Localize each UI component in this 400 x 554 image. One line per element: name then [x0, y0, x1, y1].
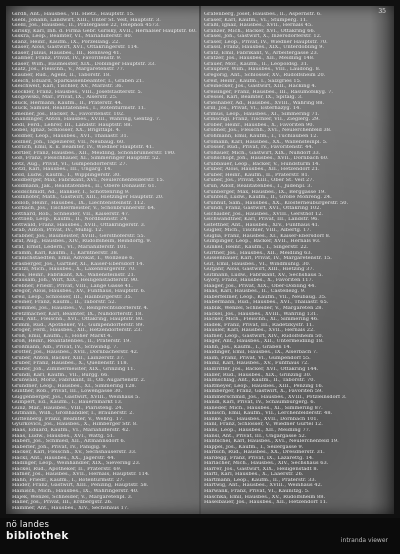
directory-entry: Harbich, Rud., Hausbes., XX., Dresdnerstr. 31.	[204, 450, 325, 456]
directory-entry: Hackel, Jos., Hausbes., XVIII., Währing 131.	[204, 311, 318, 317]
directory-entry: Göß, Franz, Fleischhauer, XI., Simmeringer Hauptstr. 52.	[12, 156, 161, 162]
directory-entry: Gunz, Mar., Hausbes., VIII., Piaristeng. 24.	[12, 405, 124, 411]
directory-entry: Graf, Ernst, Lederh., VI., Mariahilferstr. 101.	[12, 244, 129, 250]
directory-entry: Gressel, Karl, Beamter, IX., Spitalg. 3.	[204, 95, 303, 101]
directory-entry: Glaser, Julius, Hausbes., III., Rennweg 41.	[12, 50, 122, 56]
directory-entry: Gutmann, Ludw., Fabrikant, XV., Sechshaus 5.	[204, 272, 324, 278]
directory-entry: Haidinger, Emil, Hausbes., IX., Alserbach 7.	[204, 350, 318, 356]
directory-entry: Hahn, Friedr., Kaufm., I., Rotenturmstr. 27.	[12, 477, 125, 483]
directory-entry: Gollob, Heinr., Hausbes., IX., Liechtensteinstr. 112.	[12, 200, 146, 206]
directory-entry: Glogowski, Mar., Privat, IX., Alserstr. 25.	[12, 95, 118, 101]
directory-entry: Goldschmidt, Ad., Bankier, I., Schottenring 9.	[12, 189, 130, 195]
directory-entry: Grundl, Franz, Gastwirt, XVI., Ottakring 102.	[204, 206, 322, 212]
directory-entry: Gutjahr, Alois, Gastwirt, XIII., Hietzing 37.	[204, 267, 315, 273]
directory-entry: Hartwig, Ant., Hausbes., XVIII., Weinhaus 42.	[204, 483, 323, 489]
directory-entry: Gottwald, Franz, Hausbes., XVII., Ottakringerstr. 3.	[12, 222, 146, 228]
directory-entry: Glöckler, Franz, Hausbes., VIII., Josefstädterstr. 5.	[12, 89, 143, 95]
directory-entry: Hadinger, Leop., Weinhändler, XIX., Sievering 23.	[12, 461, 141, 467]
directory-entry: Grebner, Friedr., Privat, VIII., Lange Gasse 41.	[12, 283, 133, 289]
directory-entry: Glück, Samuel, Realitätenbes., I., Rotenturmstr. 11.	[12, 106, 146, 112]
directory-entry: Hans, Leop., Hausbes., XII., Meidling 77.	[204, 428, 311, 434]
directory-entry: Gutmann, Wilh., Großhändler, I., Bräunerstr. 2.	[12, 411, 135, 417]
directory-entry: Grasberger, Jos., Gärtner, XI., Kaiser-Ebersdorf 14.	[12, 261, 145, 267]
directory-entry: Greisinger, Franz, Hausbes., III., Rasumofskyg. 7.	[204, 89, 334, 95]
directory-entry: Grubbauer, Leop., Bäcker, V., Hundsturm 14.	[204, 161, 321, 167]
directory-entry: Hardegg, Franz, Privat, IX., Lazarettg. 14.	[204, 455, 314, 461]
directory-entry: Hadek, Franz, Privat, III., Radetzkystr. 11.	[204, 322, 314, 328]
directory-entry: Gremmel, Jos., Hausbes., V., Reinprechtsdorferstr. 4.	[12, 305, 149, 311]
directory-entry: Grinschgl, Franz, Tischler, VII., Zieglerg. 29.	[204, 117, 320, 123]
directory-entry: Großschopf, Joh., Hausbes., XVII., Dornbach 60.	[204, 156, 329, 162]
directory-entry: Haager, Jos., Privat, XIX., Ober-Döbling 44.	[204, 283, 316, 289]
directory-entry: Hamberger, Franz, Gastwirt, X., Favoriten 59.	[204, 389, 323, 395]
directory-entry: Grill, Ant., Fleischh., XVI., Ottakring, Hauptstr. 80.	[12, 317, 144, 323]
directory-entry: Haltmeyer, Leop., Hausbes., XIII., Penzing 16.	[204, 383, 324, 389]
directory-entry: Gröger, Ferd., Hausbes., XII., Hetzendorferstr. 23.	[12, 328, 143, 334]
directory-entry: Groß, Heinr., Realitätenbes., II., Praterstr. 19.	[12, 339, 132, 345]
directory-entry: Haller, Rud., Hausbes., XIX., Grinzing 30.	[204, 372, 312, 378]
directory-entry: Görlich, Emil, k. k. Beamter, IV., Wiedner Hauptstr. 41.	[12, 145, 154, 151]
directory-entry: Grab, Anton, Privat, IV., Mühlg. 12.	[12, 228, 104, 234]
directory-entry: Graupner, Wilh., Hausbes., VIII., Laudong. 8.	[204, 67, 321, 73]
directory-entry: Gregorig, Ant., Schlosser, XV., Rudolfsheim 20.	[204, 73, 326, 79]
directory-entry: Guttenberg, Franz, Beamter, V., Wehrg. 17.	[12, 416, 124, 422]
directory-entry: Giskra, Leop., Beamter, VI., Mariahilferstr. 80.	[12, 34, 133, 40]
directory-entry: Gumpert, Ed., Kaufm., I., Bauernmarkt 13.	[12, 400, 123, 406]
directory-entry: Gläser, Wilh., Baumeister, XIX., Döblinger Hauptstr. 33.	[12, 61, 156, 67]
logo-line-2: bibliothek	[6, 530, 69, 542]
directory-entry: Gnändinger, Anton, Hausbes., XVIII., Währing, Gentzg. 7.	[12, 117, 161, 123]
directory-entry: Girlsky, Karl, Inh. d. Firma Gebr. Girlsky, XVII., Hernalser Hauptstr. 60.	[12, 28, 197, 34]
library-logo[interactable]	[6, 520, 86, 552]
directory-entry: Haselbauer, Jos., Hausbes., XII., Hetzendorf 11.	[204, 500, 328, 506]
directory-entry: Grau, Heinr., Fabrikant, XX., Wallensteinstr. 21.	[12, 272, 136, 278]
directory-entry: Gumpinger, Leop., Bäcker, XVII., Hernals 93.	[204, 239, 321, 245]
directory-entry: Grober, Heinr., Hausbes., X., Favoriten 90.	[204, 122, 315, 128]
directory-entry: Hajek, Wenzel, Schneider, V., Margaretenpl. 3.	[12, 494, 133, 500]
directory-entry: Hammer, Ant., Hausbes., XIV., Sechshaus 17.	[12, 505, 129, 511]
directory-entry: Grosser, Rud., Privat, IV., Favoritenstr. 44.	[204, 145, 314, 151]
directory-entry: Gregor, Alois, Hausbes., XV., Fünfhaus, Hauptstr. 6.	[12, 289, 146, 295]
directory-entry: Gschwandtner, Karl, Privat, III., Landstr. 96.	[204, 217, 319, 223]
directory-entry: Haas, Eduard, Kaufm., VI., Mariahilferstr. 42.	[12, 428, 131, 434]
directory-entry: Hacker, Mich., Fleischh., XI., Simmering 46.	[204, 317, 319, 323]
directory-entry: Gruber, Heinr., Kaufm., II., Praterstr. 81.	[204, 172, 310, 178]
directory-entry: Haim, Franz, Privat, VI., Gumpendorf 55.	[204, 355, 311, 361]
directory-entry: Hanke, Jos., Hausbes., XVII., Dornbach 101.	[204, 416, 319, 422]
directory-entry: Girdh, Ant., Hausbes., VII. Hietz., Hauptstr. 15.	[12, 12, 135, 17]
directory-entry: Gurtner, Jos., Hausbes., XII., Meidling 63.	[204, 250, 313, 256]
directory-entry: Hablik, Wenzel, Schneider, V., Margareten 28.	[204, 305, 324, 311]
page-number: 35	[378, 8, 386, 15]
directory-entry: Hanl, Franz, Schlosser, V., Wiedner Gürtel 12.	[204, 422, 323, 428]
directory-entry: Gold, Ludw., Kaufm., I., Wipplingerstr. 30.	[12, 172, 121, 178]
directory-entry: Goldmann, Jak., Realitätenbes., II., Obere Donaustr. 61.	[12, 183, 157, 189]
directory-entry: Hartmann, Leop., Kaufm., II., Praterstr. 33.	[204, 477, 317, 483]
directory-entry: Haller, Jos., Privat, III., Erdbergstr. 26.	[12, 500, 113, 506]
directory-entry: Gschaider, Jos., Hausbes., XVIII., Gersthof 12.	[204, 211, 324, 217]
directory-entry: Göllner, Joh., Tapezierer, VII., Neubaug. 60.	[12, 139, 125, 145]
directory-entry: Günther, Rob., Privat, III., Löwengasse 30.	[12, 389, 123, 395]
directory-entry: Gruber, Jos., Privat, XIII., Ober St. Veit 27.	[204, 178, 315, 184]
directory-entry: Hartl, Karl, Hausbes., X., Laaerstr. 26.	[204, 472, 304, 478]
directory-entry: Gstettner, Ant., Hausbes., XIV., Fünfhaus 41.	[204, 222, 320, 228]
directory-entry: Harwalik, Franz, Privat, VI., Kaunitzg. 5.	[204, 489, 310, 495]
directory-entry: Gromann, Karl, Hausbes., XX., Wallensteinpl. 5.	[204, 139, 328, 145]
directory-entry: Happel, Jos., Kaufm., I., Seilergasse 9.	[204, 444, 304, 450]
right-text-column	[204, 12, 390, 506]
directory-entry: Göldner, Leop., Hausbes., XVI., Thaliastr. 31.	[12, 134, 129, 140]
directory-entry: Hacker, Karl, Fleischh., XV., Sechshauserstr. 33.	[12, 450, 137, 456]
directory-entry: Gröbner, Jos., Fleischh., XVI., Neulerchenfeld 38.	[204, 128, 332, 134]
directory-entry: Haberfellner, Leop., Kaufm., VII., Neubaug. 35.	[204, 294, 327, 300]
directory-entry: Grotter, Jos., Hausbes., XVII., Dornbacherstr. 42.	[12, 350, 139, 356]
directory-entry: Gründl, Karl, Kaufm., VII., Burgg. 66.	[12, 372, 110, 378]
directory-entry: Grausam, Joh., Wirt, XIX., Heiligenstädterstr. 90.	[12, 278, 139, 284]
directory-entry: Greiner, Franz, Kaufm., II., Taborstr. 52.	[12, 300, 117, 306]
directory-entry: Grimm, Rud., Apotheker, VI., Gumpendorferstr. 89.	[12, 322, 145, 328]
directory-entry: Gunkel, Heinr., Kaufm., I., Singerstr. 22.	[204, 244, 309, 250]
directory-entry: Giebl, Johann, Landwirt, XIII., Unter St. Veit, Hauptstr. 3.	[12, 17, 161, 23]
directory-entry: Häckel, Rud., Apotheker, II., Praterstr. 69.	[12, 466, 122, 472]
directory-entry: Götzl, Karl, Hausbes., III., Ungarg. 14.	[12, 167, 112, 173]
directory-entry: Graser, Leop., Privat, IV., Wiedner Hauptstr. 70.	[204, 39, 328, 45]
directory-entry: Grün, Adolf, Realitätenbes., I., Judenpl. 3.	[204, 183, 313, 189]
directory-entry: Greinecker, Jos., Gastwirt, XIII., Hacking 4.	[204, 84, 317, 90]
directory-entry: Goldberger, Max, Fabrikant, XVI., Neulerchenfelderstr. 15.	[12, 178, 165, 184]
directory-entry: Halbritter, Jos., Bäcker, XVI., Ottakring 144.	[204, 367, 319, 372]
directory-entry: Hainz, Karl, Hausbes., XV., Fünfhaus 72.	[204, 361, 309, 367]
directory-entry: Haneder, Mich., Hausbes., XI., Simmering 87.	[204, 405, 323, 411]
directory-entry: Haberler, Joh., Privat, IV., Paniglg. 9.	[12, 444, 108, 450]
directory-entry: Habermann, Rud., Hausbes., XVI., Thaliastr. 65.	[204, 300, 329, 306]
directory-entry: Gramm, Karl, Kaufm., I., Kärntnerstr. 38.	[12, 250, 119, 256]
logo-line-1: nö landes	[6, 520, 50, 530]
directory-entry: Guggenberger, Jos., Gastwirt, XVIII., Weinhaus 5.	[12, 394, 141, 400]
directory-entry: Görtler, Franz, Hausbes., XII., Meidling, Schönbrunnerstr. 190.	[12, 150, 176, 156]
directory-entry: Göbel, Ignaz, Schlosser, XX., Brigittapl. 4.	[12, 128, 121, 134]
directory-entry: Gmeiner, Jos., Bäcker, X., Favoritenstr. 102.	[12, 111, 125, 117]
directory-entry: Glück, Hermann, Kaufm., II., Praterstr. 44.	[12, 100, 123, 106]
scanned-page	[6, 6, 394, 514]
directory-entry: Grimus, Leop., Hausbes., XI., Simmering 71.	[204, 111, 320, 117]
directory-entry: Gräßl, Ignaz, Hausbes., XVII., Hernals 45.	[204, 23, 313, 29]
directory-entry: Gleichweit, Karl, Tischler, XV., Märzstr. 36.	[12, 84, 124, 90]
directory-entry: Götz, Aug., Privat, VI., Gumpendorferstr. 27.	[12, 161, 128, 167]
directory-entry: Handl, Karl, Privat, IV., Schaumburgerg. 6.	[204, 400, 316, 406]
directory-entry: Grundner, Leop., Hausbes., XI., Simmering 128.	[12, 383, 137, 389]
directory-entry: Gottlieb, Leop., Kaufm., II., Nordbahnstr. 24.	[12, 217, 129, 223]
directory-entry: Gussenbauer, Karl, Privat, IV., Margaretenstr. 15.	[204, 256, 332, 262]
directory-entry: Haas, Karl, Hausbes., II., Castellezg. 9.	[204, 289, 306, 295]
directory-entry: Gruber, Franz, Hausbes., X., Quellenstr. 118.	[12, 361, 129, 367]
directory-entry: Grabner, Jos., Baumeister, XVIII., Gersthoferstr. 55.	[12, 233, 146, 239]
directory-entry: Godl, Ferd., Lehrer, III., Landstr. Hauptstr. 88.	[12, 122, 133, 128]
left-text-column	[12, 12, 198, 511]
directory-entry: Grafenberg, Josef, Hausbes., II., Aspernstr. 6.	[204, 12, 322, 17]
directory-entry: Glanz, Heinr., Kaufm., IX., Porzellang. 22.	[12, 39, 120, 45]
directory-entry: Györy, Franz, Hausbes., X., Favoriten 117.	[204, 278, 314, 284]
directory-entry: Grauer, Mor., Kaufm., II., Leopoldsg. 31.	[204, 61, 309, 67]
directory-entry: Hager, Ant., Hausbes., XII., Untermeidling 18.	[204, 339, 324, 345]
directory-entry: Hafner, Leop., Gastwirt, XIV., Rudolfsheim 50.	[204, 333, 324, 339]
directory-entry: Greil, Leop., Schlosser, III., Hainburgerstr. 35.	[12, 294, 133, 300]
directory-entry: Granzer, Mich., Bäcker, XVI., Ottakring 66.	[204, 28, 316, 34]
directory-entry: Glaßner, Franz, Privat, IV., Favoritenstr. 9.	[12, 56, 122, 62]
directory-entry: Hansl, Ant., Privat, III., Ungargasse 52.	[204, 433, 307, 439]
directory-entry: Haider, Franz, Gastwirt, XIII., Penzing, Hauptstr. 58.	[12, 483, 149, 489]
directory-entry: Harrer, Jos., Gastwirt, XIX., Heiligenstadt 8.	[204, 466, 319, 472]
directory-entry: Grünberger, Max, Hausbes., IX., Berggasse 19.	[204, 189, 326, 195]
directory-entry: Großauer, Mich., Gastwirt, XIX., Nußdorf 33.	[204, 150, 321, 156]
directory-entry: Glaser, Alois, Gastwirt, XVI., Ottakringerstr. 114.	[12, 45, 139, 51]
directory-entry: Guglia, Franz, Hausbes., XI., Kaiser-Ebersdorf 8.	[204, 233, 331, 239]
directory-entry: Glauber, Rud., Agent, II., Taborstr. 18.	[12, 73, 111, 79]
directory-entry: Graf, Aug., Hausbes., XIV., Rudolfsheim, Reindorfg. 9.	[12, 239, 152, 245]
directory-entry: Haschka, Emil, Hausbes., XV., Rudolfsheim 88.	[204, 494, 326, 500]
directory-entry: Hafner, Jos., Hausbes., XVII., Hernals, Hauptstr. 114.	[12, 472, 150, 478]
directory-entry: Hantschel, Karl, Hausbes., XVI., Neulerchenfeld 19.	[204, 439, 339, 445]
directory-entry: Glatz, Jos., Fleischh., V., Margaretenstr. 77.	[12, 67, 125, 73]
directory-entry: Greif, Heinr., Kaufm., I., Salzgries 15.	[204, 78, 302, 84]
directory-entry: Granichstaedten, Emil, Advokat, I., Wollzeile 6.	[12, 256, 135, 262]
directory-entry: Hanisch, Emil, Kaufm., VII., Lerchenfelderstr. 48.	[204, 411, 333, 417]
directory-entry: Grünfeld, Ludw., Kaufm., II., Große Mohreng. 24.	[204, 195, 332, 201]
directory-entry: Gratzl, Mich., Hausbes., X., Laxenburgerstr. 70.	[12, 267, 136, 273]
viewer-label: intranda viewer	[340, 537, 388, 544]
directory-entry: Gretzmacher, Karl, Beamter, IX., Nußdorferstr. 18.	[12, 311, 144, 317]
directory-entry: Häusler, Karl, Hausbes., XVII., Hernals 22.	[204, 328, 315, 334]
directory-entry: Gruber, Alois, Hausbes., XII., Hetzendorf 21.	[204, 167, 320, 173]
column-gutter	[199, 6, 201, 514]
directory-entry: Gratzer, Jos., Hausbes., XII., Meidling 148.	[204, 56, 315, 62]
directory-entry: Grassl, Franz, Hausbes., XIX., Unterdöbling 9.	[204, 45, 325, 51]
directory-entry: Grünwald, Moriz, Fabrikant, II., Ob. Augartenstr. 2.	[12, 378, 146, 384]
directory-entry: Hahn, Jos., Kaufm., I., Graben 14.	[204, 344, 292, 350]
directory-entry: Gruber, Joh., Zimmermeister, XIX., Grinzing 11.	[12, 367, 136, 372]
directory-entry: Gruber, Anton, Bäcker, XIII., Lainzerstr. 37.	[12, 355, 125, 361]
directory-entry: Gugler, Mich., Tischler, VIII., Albertg. 17.	[204, 228, 312, 234]
directory-entry: Grohmann, Emil, Kaufm., I., Tuchlauben 12.	[204, 134, 319, 140]
directory-entry: Groß, Emil, Kaufm., I., Hoher Markt 4.	[12, 333, 113, 339]
directory-entry: Großmann, Alb., Privat, IV., Schwindg. 7.	[12, 344, 119, 350]
directory-entry: Grünhut, Sam., Hausbes., XX., Klosterneuburgerstr. 50.	[204, 200, 349, 206]
directory-entry: Grill, Jos., Privat, VI., Esterhazyg. 14.	[204, 106, 302, 112]
directory-entry: Grieshaber, Ad., Hausbes., XVIII., Währing 88.	[204, 100, 325, 106]
directory-entry: Grasel, Joh., Gastwirt, X., Inzersdorferstr. 12.	[204, 34, 322, 40]
directory-entry: Gollnhofer, Math., Gastwirt, XIII., Hietzinger Hauptstr. 20.	[12, 195, 164, 201]
directory-entry: Grätz, Emil, Fabrikant, V., Arbeitergasse 23.	[204, 50, 319, 56]
directory-entry: Hammerschmid, Jos., Hausbes., XVIII., Pötzleinsdorf 3.	[204, 394, 347, 400]
directory-entry: Hackl, Ant., Hausbes., XX., Jägerstr. 44.	[12, 455, 116, 461]
directory-entry: Haas, Ludw., Hausbes., XVI., Wattg. 51.	[12, 433, 115, 439]
directory-entry: Gotthard, Rob., Schneider, VII., Kaiserstr. 47.	[12, 211, 130, 217]
directory-entry: Hainisch, Mich., Hausbes., IX., Währingerstr. 40.	[12, 489, 139, 495]
directory-entry: Gut, Emil, Hausbes., VI., Windmühlg. 30.	[204, 261, 311, 267]
directory-entry: Gleich, Eduard, Sparkassenbeamter, I., Graben 21.	[12, 78, 144, 84]
directory-entry: Harlacher, Mich., Hausbes., XIV., Sechshaus 63.	[204, 461, 329, 467]
directory-entry: Gießl, Jos., Hausbes., II., Pratergasse 22, Telephon 4573.	[12, 23, 160, 29]
directory-entry: Gräser, Karl, Kaufm., VI., Stumperg. 11.	[204, 17, 308, 23]
directory-entry: Halmschlag, Ant., Kaufm., II., Taborstr. 70.	[204, 378, 316, 384]
directory-entry: Gorbach, Jos., Tischlermeister, V., Schönbrunnerstr. 64.	[12, 206, 156, 212]
directory-entry: Gyurkovics, Jos., Hausbes., X., Himberger Str. 8.	[12, 422, 138, 428]
directory-entry: Haberl, Jos., Schmied, XII., Altmannsdorf 6.	[12, 439, 126, 445]
